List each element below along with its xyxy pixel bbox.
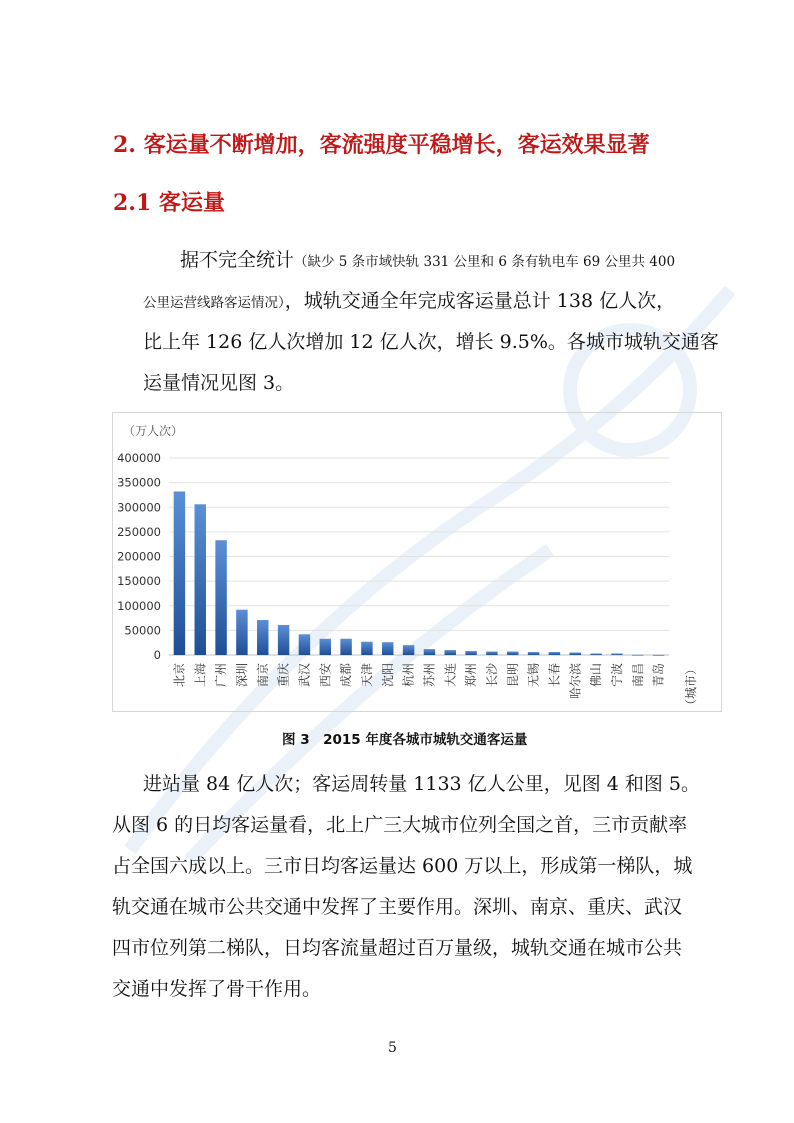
x-tick-label: 杭州 [401, 663, 416, 688]
bar-佛山 [590, 654, 601, 655]
x-tick-label: 武汉 [297, 663, 312, 688]
bar-无锡 [528, 652, 539, 655]
bar-青岛 [653, 655, 664, 656]
paragraph-line: 交通中发挥了骨干作用。 [112, 978, 322, 1000]
y-tick-label: 50000 [124, 623, 161, 638]
x-tick-label: 深圳 [234, 663, 249, 688]
bar-大连 [445, 650, 456, 655]
bar-长春 [549, 652, 560, 655]
bar-哈尔滨 [570, 653, 581, 655]
bar-杭州 [403, 645, 414, 655]
y-tick-label: 150000 [117, 574, 161, 589]
x-tick-label: 郑州 [464, 663, 479, 688]
bar-天津 [361, 642, 372, 655]
x-tick-label: 无锡 [526, 663, 541, 688]
subsection-heading: 2.1 客运量 [113, 190, 225, 216]
note-span: 公里运营线路客运情况） [143, 295, 285, 311]
bar-沈阳 [382, 642, 393, 655]
x-tick-label: 长沙 [484, 663, 499, 688]
text-span: 据不完全统计 [180, 249, 295, 271]
bar-郑州 [465, 651, 476, 655]
paragraph-line [143, 281, 675, 324]
x-axis-label: （城市） [684, 663, 698, 711]
x-tick-label: 广州 [214, 663, 229, 688]
paragraph-line: 比上年 126 亿人次增加 12 亿人次，增长 9.5%。各城市城轨交通客 [143, 331, 719, 353]
x-tick-label: 南昌 [630, 663, 645, 688]
note-span: （缺少 5 条市域快轨 331 公里和 6 条有轨电车 69 公里共 400 [294, 254, 676, 270]
bar-苏州 [424, 649, 435, 655]
figure-caption: 图 3 2015 年度各城市城轨交通客运量 [282, 732, 528, 748]
bar-上海 [195, 504, 206, 655]
bar-长沙 [486, 652, 497, 655]
x-tick-label: 哈尔滨 [568, 663, 583, 700]
paragraph-line: 占全国六成以上。三市日均客运量达 600 万以上，形成第一梯队，城 [112, 855, 693, 877]
x-tick-label: 上海 [193, 663, 208, 688]
y-tick-label: 0 [153, 648, 161, 662]
bar-成都 [340, 639, 351, 655]
paragraph-line: 运量情况见图 3。 [143, 372, 295, 394]
x-tick-label: 西安 [318, 663, 333, 688]
x-tick-label: 佛山 [589, 663, 604, 688]
x-tick-label: 沈阳 [380, 663, 395, 688]
paragraph-line: 从图 6 的日均客运量看，北上广三大城市位列全国之首，三市贡献率 [112, 814, 688, 836]
y-tick-label: 400000 [117, 451, 161, 465]
x-tick-label: 南京 [255, 663, 270, 688]
section-heading: 2. 客运量不断增加，客流强度平稳增长，客运效果显著 [113, 132, 650, 158]
x-tick-label: 青岛 [651, 663, 666, 688]
x-tick-label: 昆明 [505, 663, 520, 688]
y-tick-label: 300000 [117, 500, 161, 515]
x-tick-label: 长春 [547, 663, 562, 688]
bar-广州 [215, 540, 226, 655]
paragraph-line: 进站量 84 亿人次；客运周转量 1133 亿人公里，见图 4 和图 5。 [143, 773, 700, 795]
bar-北京 [174, 491, 185, 655]
bar-武汉 [299, 634, 310, 655]
paragraph-line [180, 240, 675, 283]
y-tick-label: 200000 [117, 549, 161, 564]
bar-昆明 [507, 652, 518, 655]
x-tick-label: 北京 [172, 663, 187, 688]
x-tick-label: 宁波 [609, 663, 624, 688]
text-span: ，城轨交通全年完成客运量总计 138 亿人次， [284, 290, 676, 312]
bar-深圳 [236, 610, 247, 655]
paragraph-line: 轨交通在城市公共交通中发挥了主要作用。深圳、南京、重庆、武汉 [112, 896, 683, 918]
chart-frame [112, 412, 722, 712]
paragraph-line: 四市位列第二梯队，日均客流量超过百万量级，城轨交通在城市公共 [112, 937, 683, 959]
bar-chart [113, 413, 721, 711]
x-tick-label: 天津 [359, 663, 374, 688]
y-tick-label: 100000 [117, 598, 161, 613]
y-tick-label: 250000 [117, 524, 161, 539]
x-tick-label: 大连 [443, 663, 458, 688]
bar-南昌 [632, 655, 643, 656]
bar-西安 [320, 639, 331, 655]
page-number: 5 [388, 1040, 397, 1056]
bar-重庆 [278, 625, 289, 655]
x-tick-label: 重庆 [276, 663, 291, 688]
y-axis-label: （万人次） [123, 424, 184, 438]
bar-宁波 [611, 654, 622, 655]
bar-南京 [257, 620, 268, 655]
y-tick-label: 350000 [117, 475, 161, 490]
x-tick-label: 成都 [339, 663, 354, 688]
x-tick-label: 苏州 [422, 663, 437, 688]
